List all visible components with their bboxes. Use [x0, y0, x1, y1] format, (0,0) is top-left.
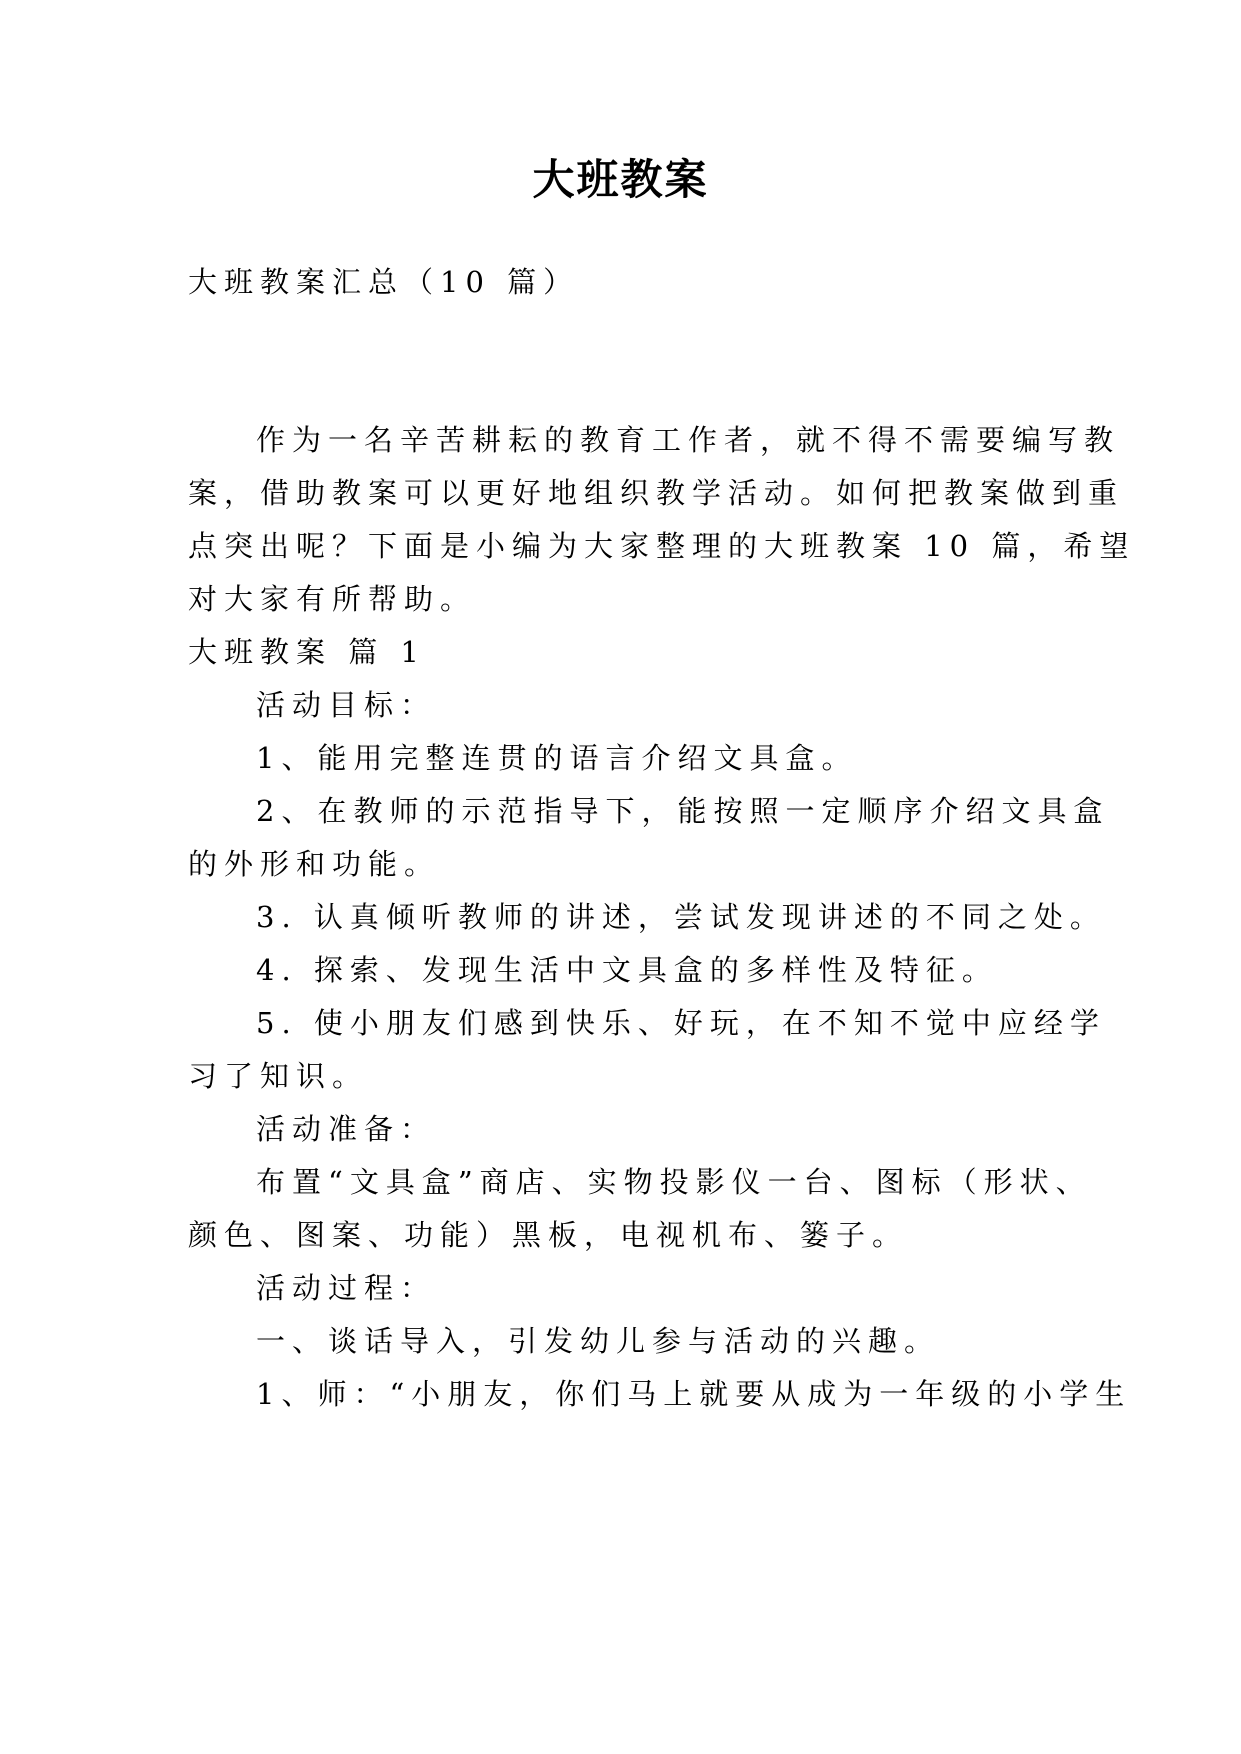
goal-4: 4. 探索、发现生活中文具盒的多样性及特征。 [256, 953, 998, 987]
document-subtitle: 大班教案汇总（10 篇） [188, 265, 580, 299]
process-heading: 活动过程： [256, 1271, 437, 1305]
step-1-1: 1、师：“小朋友，你们马上就要从成为一年级的小学生 [256, 1377, 1132, 1411]
intro-line-3: 点突出呢？下面是小编为大家整理的大班教案 10 篇，希望 [188, 529, 1136, 563]
goals-heading: 活动目标： [256, 688, 437, 722]
step-1: 一、谈话导入，引发幼儿参与活动的兴趣。 [256, 1324, 941, 1358]
goal-1: 1、能用完整连贯的语言介绍文具盒。 [256, 741, 858, 775]
goal-5-line-1: 5. 使小朋友们感到快乐、好玩，在不知不觉中应经学 [256, 1006, 1106, 1040]
intro-line-4: 对大家有所帮助。 [188, 582, 477, 616]
goal-5-line-2: 习了知识。 [188, 1059, 369, 1093]
prep-line-1: 布置“文具盒”商店、实物投影仪一台、图标（形状、 [256, 1165, 1092, 1199]
document-title: 大班教案 [532, 155, 709, 204]
section-heading: 大班教案 篇 1 [188, 635, 426, 669]
intro-line-2: 案，借助教案可以更好地组织教学活动。如何把教案做到重 [188, 476, 1125, 510]
goal-2-line-2: 的外形和功能。 [188, 847, 441, 881]
prep-line-2: 颜色、图案、功能）黑板，电视机布、篓子。 [188, 1218, 909, 1252]
intro-line-1: 作为一名辛苦耕耘的教育工作者，就不得不需要编写教 [256, 423, 1121, 457]
prep-heading: 活动准备： [256, 1112, 437, 1146]
goal-3: 3. 认真倾听教师的讲述，尝试发现讲述的不同之处。 [256, 900, 1106, 934]
goal-2-line-1: 2、在教师的示范指导下，能按照一定顺序介绍文具盒 [256, 794, 1110, 828]
